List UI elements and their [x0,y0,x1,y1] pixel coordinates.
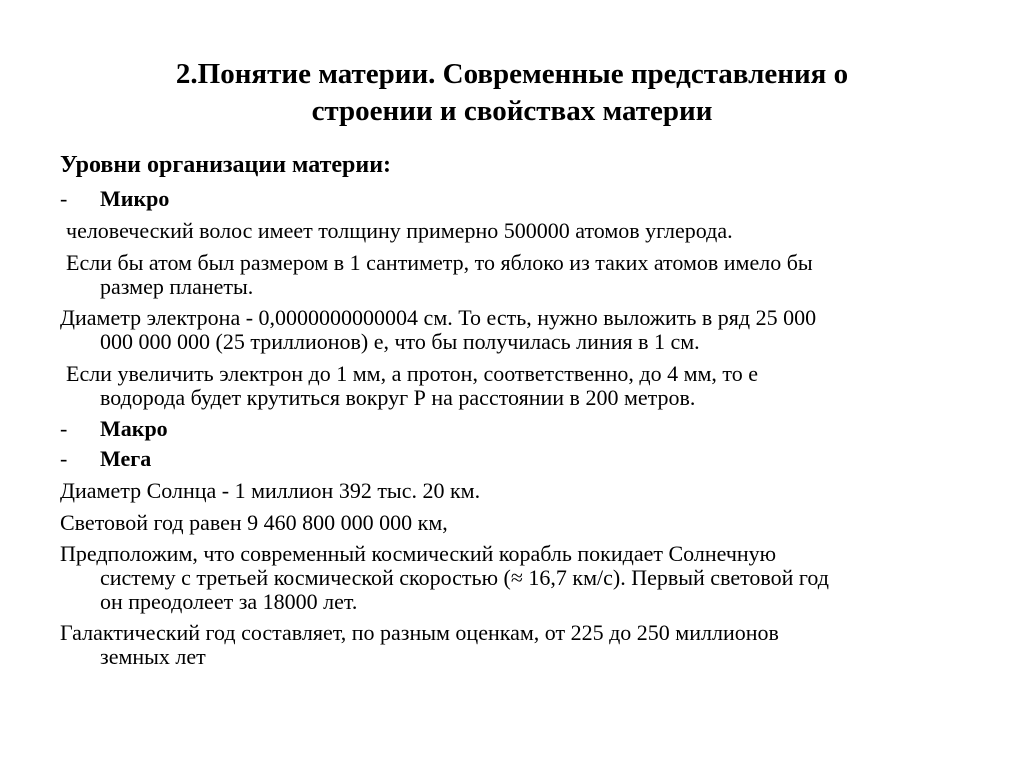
micro-paragraph-1: человеческий волос имеет толщину примерно 500000 атомов углерода. [66,218,733,243]
mega-paragraph-3-line-2: систему с третьей космической скоростью (≈ 16,7 км/с). Первый световой год [100,565,829,590]
level-label-micro: Микро [100,186,170,211]
section-heading: Уровни организации материи: [60,152,392,178]
mega-paragraph-4-line-2: земных лет [100,644,206,669]
slide-title [60,56,964,130]
micro-paragraph-3-line-1: Диаметр электрона - 0,0000000000004 см. То есть, нужно выложить в ряд 25 000 [60,305,817,330]
mega-paragraph-4-line-1: Галактический год составляет, по разным оценкам, от 225 до 250 миллионов [60,620,779,645]
micro-paragraph-2-line-1: Если бы атом был размером в 1 сантиметр, то яблоко из таких атомов имело бы [66,250,813,275]
title-line-1: 2.Понятие материи. Современные представления о [175,58,849,90]
level-label-macro: Макро [100,416,168,441]
mega-paragraph-2: Световой год равен 9 460 800 000 000 км, [60,510,448,535]
micro-paragraph-4-line-1: Если увеличить электрон до 1 мм, а протон, соответственно, до 4 мм, то е [66,361,759,386]
micro-paragraph-3-line-2: 000 000 000 (25 триллионов) е, что бы получилась линия в 1 см. [100,329,700,354]
micro-paragraph-2-line-2: размер планеты. [100,274,254,299]
mega-paragraph-3-line-3: он преодолеет за 18000 лет. [100,589,358,614]
bullet-dash: - [60,446,68,471]
mega-paragraph-1: Диаметр Солнца - 1 миллион 392 тыс. 20 км. [60,478,481,503]
level-item-mega [60,447,151,471]
micro-paragraph-4-line-2: водорода будет крутиться вокруг Р на расстоянии в 200 метров. [100,385,696,410]
level-item-macro [60,417,168,441]
level-item-micro [60,187,169,211]
mega-paragraph-3-line-1: Предположим, что современный космический корабль покидает Солнечную [60,541,777,566]
bullet-dash: - [60,416,68,441]
bullet-dash: - [60,186,68,211]
title-line-2: строении и свойствах материи [311,95,713,127]
level-label-mega: Мега [100,446,152,471]
